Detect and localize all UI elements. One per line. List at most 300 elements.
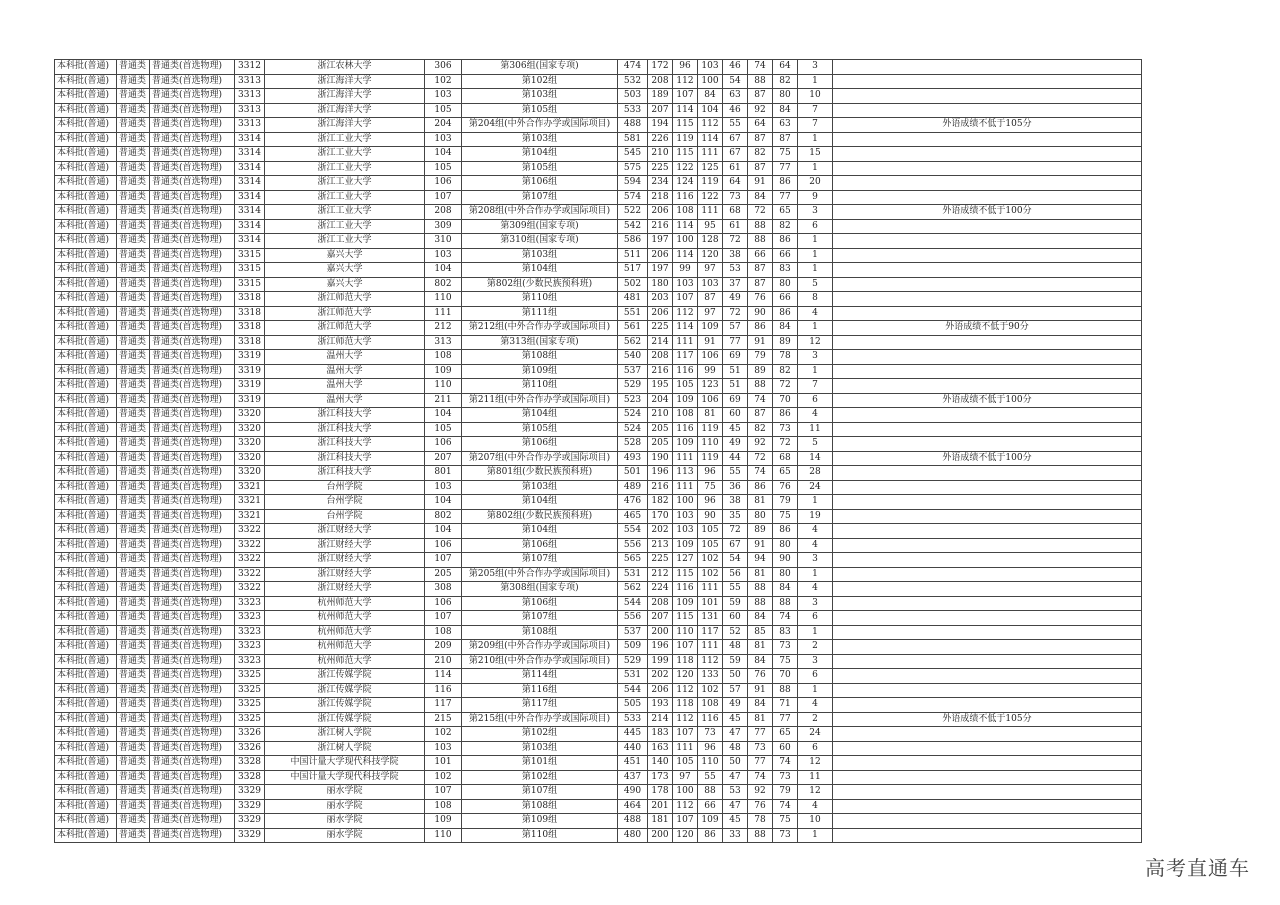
cell-type: 普通类 [117, 364, 150, 379]
cell-subject: 普通类(首选物理) [150, 669, 235, 684]
cell-plan: 561 [618, 321, 648, 336]
cell-batch: 本科批(普通) [55, 727, 117, 742]
cell-plan: 574 [618, 190, 648, 205]
cell-count: 10 [798, 814, 833, 829]
cell-avg: 111 [698, 582, 723, 597]
cell-group-code: 104 [425, 408, 462, 423]
cell-c1: 45 [723, 712, 748, 727]
cell-count: 20 [798, 176, 833, 191]
cell-type: 普通类 [117, 292, 150, 307]
cell-count: 4 [798, 698, 833, 713]
cell-c2: 89 [748, 364, 773, 379]
cell-avg: 105 [698, 524, 723, 539]
table-row [55, 132, 1142, 147]
cell-note: 外语成绩不低于90分 [833, 321, 1142, 336]
cell-group-code: 210 [425, 654, 462, 669]
cell-c1: 33 [723, 828, 748, 843]
cell-note [833, 234, 1142, 249]
cell-note [833, 190, 1142, 205]
cell-c2: 87 [748, 161, 773, 176]
cell-batch: 本科批(普通) [55, 509, 117, 524]
cell-group: 第105组 [462, 103, 618, 118]
cell-school: 杭州师范大学 [265, 625, 425, 640]
cell-school-code: 3323 [235, 654, 265, 669]
cell-school: 嘉兴大学 [265, 263, 425, 278]
cell-batch: 本科批(普通) [55, 524, 117, 539]
table-row [55, 814, 1142, 829]
cell-min: 114 [673, 248, 698, 263]
cell-c1: 49 [723, 437, 748, 452]
cell-school: 浙江传媒学院 [265, 712, 425, 727]
cell-c1: 72 [723, 524, 748, 539]
cell-min: 119 [673, 132, 698, 147]
cell-c2: 72 [748, 205, 773, 220]
cell-batch: 本科批(普通) [55, 770, 117, 785]
cell-group-code: 102 [425, 74, 462, 89]
cell-school: 浙江财经大学 [265, 538, 425, 553]
cell-min: 100 [673, 234, 698, 249]
cell-c2: 74 [748, 466, 773, 481]
cell-c2: 72 [748, 451, 773, 466]
cell-c3: 86 [773, 306, 798, 321]
cell-c3: 80 [773, 567, 798, 582]
cell-note [833, 480, 1142, 495]
cell-group: 第103组 [462, 741, 618, 756]
cell-group-code: 308 [425, 582, 462, 597]
cell-school: 浙江海洋大学 [265, 89, 425, 104]
cell-c3: 71 [773, 698, 798, 713]
cell-max: 178 [648, 785, 673, 800]
cell-min: 116 [673, 422, 698, 437]
table-row [55, 234, 1142, 249]
cell-plan: 474 [618, 60, 648, 75]
cell-school: 浙江工业大学 [265, 219, 425, 234]
cell-avg: 101 [698, 596, 723, 611]
cell-subject: 普通类(首选物理) [150, 234, 235, 249]
cell-c3: 75 [773, 654, 798, 669]
cell-note [833, 814, 1142, 829]
cell-school-code: 3313 [235, 74, 265, 89]
cell-plan: 524 [618, 408, 648, 423]
cell-count: 1 [798, 248, 833, 263]
cell-c2: 78 [748, 814, 773, 829]
cell-count: 1 [798, 263, 833, 278]
cell-c3: 84 [773, 582, 798, 597]
cell-note [833, 74, 1142, 89]
cell-count: 4 [798, 799, 833, 814]
cell-subject: 普通类(首选物理) [150, 219, 235, 234]
cell-group-code: 106 [425, 538, 462, 553]
table-row [55, 625, 1142, 640]
cell-note [833, 422, 1142, 437]
cell-c1: 52 [723, 625, 748, 640]
cell-plan: 542 [618, 219, 648, 234]
cell-c1: 48 [723, 741, 748, 756]
cell-c1: 63 [723, 89, 748, 104]
cell-c3: 70 [773, 393, 798, 408]
cell-type: 普通类 [117, 219, 150, 234]
cell-max: 190 [648, 451, 673, 466]
cell-subject: 普通类(首选物理) [150, 451, 235, 466]
cell-count: 7 [798, 379, 833, 394]
cell-school: 嘉兴大学 [265, 277, 425, 292]
cell-avg: 66 [698, 799, 723, 814]
cell-c1: 77 [723, 335, 748, 350]
cell-subject: 普通类(首选物理) [150, 118, 235, 133]
cell-subject: 普通类(首选物理) [150, 712, 235, 727]
cell-subject: 普通类(首选物理) [150, 524, 235, 539]
cell-plan: 488 [618, 814, 648, 829]
cell-c3: 77 [773, 190, 798, 205]
cell-min: 118 [673, 654, 698, 669]
cell-count: 28 [798, 466, 833, 481]
table-row [55, 437, 1142, 452]
cell-type: 普通类 [117, 756, 150, 771]
cell-school-code: 3325 [235, 712, 265, 727]
cell-c2: 92 [748, 103, 773, 118]
cell-type: 普通类 [117, 785, 150, 800]
cell-c1: 36 [723, 480, 748, 495]
cell-type: 普通类 [117, 132, 150, 147]
cell-c2: 74 [748, 770, 773, 785]
cell-batch: 本科批(普通) [55, 611, 117, 626]
cell-group: 第108组 [462, 799, 618, 814]
cell-batch: 本科批(普通) [55, 219, 117, 234]
cell-type: 普通类 [117, 582, 150, 597]
cell-batch: 本科批(普通) [55, 205, 117, 220]
cell-school-code: 3329 [235, 814, 265, 829]
cell-school-code: 3313 [235, 89, 265, 104]
cell-c2: 89 [748, 524, 773, 539]
cell-batch: 本科批(普通) [55, 393, 117, 408]
cell-c3: 77 [773, 712, 798, 727]
cell-count: 12 [798, 756, 833, 771]
cell-school-code: 3322 [235, 538, 265, 553]
cell-batch: 本科批(普通) [55, 248, 117, 263]
cell-group-code: 107 [425, 611, 462, 626]
cell-batch: 本科批(普通) [55, 161, 117, 176]
cell-c3: 60 [773, 741, 798, 756]
cell-school-code: 3322 [235, 582, 265, 597]
cell-max: 194 [648, 118, 673, 133]
cell-school: 丽水学院 [265, 814, 425, 829]
cell-group-code: 108 [425, 350, 462, 365]
cell-group-code: 310 [425, 234, 462, 249]
cell-min: 107 [673, 814, 698, 829]
cell-avg: 106 [698, 350, 723, 365]
cell-note [833, 408, 1142, 423]
cell-min: 105 [673, 379, 698, 394]
cell-batch: 本科批(普通) [55, 263, 117, 278]
cell-type: 普通类 [117, 422, 150, 437]
cell-subject: 普通类(首选物理) [150, 422, 235, 437]
cell-group: 第105组 [462, 161, 618, 176]
cell-group: 第210组(中外合作办学或国际项目) [462, 654, 618, 669]
cell-group-code: 103 [425, 741, 462, 756]
cell-c2: 66 [748, 248, 773, 263]
cell-group-code: 107 [425, 553, 462, 568]
cell-note [833, 495, 1142, 510]
cell-min: 107 [673, 727, 698, 742]
cell-avg: 110 [698, 437, 723, 452]
cell-c3: 84 [773, 103, 798, 118]
cell-subject: 普通类(首选物理) [150, 640, 235, 655]
cell-avg: 131 [698, 611, 723, 626]
cell-subject: 普通类(首选物理) [150, 176, 235, 191]
cell-max: 214 [648, 335, 673, 350]
cell-group: 第107组 [462, 553, 618, 568]
cell-group-code: 117 [425, 698, 462, 713]
cell-min: 107 [673, 292, 698, 307]
cell-group-code: 107 [425, 190, 462, 205]
cell-max: 225 [648, 161, 673, 176]
cell-plan: 540 [618, 350, 648, 365]
cell-min: 112 [673, 712, 698, 727]
table-row [55, 205, 1142, 220]
cell-min: 108 [673, 205, 698, 220]
cell-school-code: 3329 [235, 799, 265, 814]
cell-count: 1 [798, 683, 833, 698]
cell-plan: 523 [618, 393, 648, 408]
cell-type: 普通类 [117, 727, 150, 742]
cell-note [833, 176, 1142, 191]
cell-c2: 90 [748, 306, 773, 321]
cell-batch: 本科批(普通) [55, 379, 117, 394]
cell-max: 201 [648, 799, 673, 814]
cell-min: 103 [673, 524, 698, 539]
cell-c1: 53 [723, 785, 748, 800]
cell-type: 普通类 [117, 466, 150, 481]
cell-school-code: 3323 [235, 625, 265, 640]
table-row [55, 364, 1142, 379]
cell-c3: 74 [773, 756, 798, 771]
cell-c2: 82 [748, 422, 773, 437]
cell-school: 浙江农林大学 [265, 60, 425, 75]
cell-subject: 普通类(首选物理) [150, 509, 235, 524]
cell-c3: 74 [773, 611, 798, 626]
cell-group-code: 204 [425, 118, 462, 133]
cell-batch: 本科批(普通) [55, 234, 117, 249]
cell-min: 96 [673, 60, 698, 75]
cell-school: 丽水学院 [265, 799, 425, 814]
cell-c3: 72 [773, 379, 798, 394]
cell-c1: 61 [723, 219, 748, 234]
cell-batch: 本科批(普通) [55, 60, 117, 75]
cell-min: 118 [673, 698, 698, 713]
cell-note [833, 306, 1142, 321]
cell-batch: 本科批(普通) [55, 683, 117, 698]
cell-c2: 81 [748, 567, 773, 582]
cell-group: 第105组 [462, 422, 618, 437]
cell-avg: 86 [698, 828, 723, 843]
cell-c3: 70 [773, 669, 798, 684]
cell-max: 197 [648, 234, 673, 249]
cell-school: 浙江树人学院 [265, 727, 425, 742]
cell-school-code: 3314 [235, 147, 265, 162]
cell-group-code: 105 [425, 422, 462, 437]
cell-c3: 87 [773, 132, 798, 147]
cell-max: 197 [648, 263, 673, 278]
cell-note [833, 596, 1142, 611]
cell-note [833, 741, 1142, 756]
cell-group-code: 114 [425, 669, 462, 684]
cell-count: 9 [798, 190, 833, 205]
cell-c2: 84 [748, 190, 773, 205]
cell-plan: 551 [618, 306, 648, 321]
cell-min: 108 [673, 408, 698, 423]
cell-note [833, 364, 1142, 379]
cell-c3: 73 [773, 422, 798, 437]
cell-c1: 55 [723, 582, 748, 597]
cell-c1: 69 [723, 350, 748, 365]
cell-avg: 96 [698, 741, 723, 756]
cell-max: 207 [648, 103, 673, 118]
cell-school: 嘉兴大学 [265, 248, 425, 263]
cell-count: 4 [798, 524, 833, 539]
cell-max: 210 [648, 408, 673, 423]
cell-group-code: 110 [425, 828, 462, 843]
cell-plan: 464 [618, 799, 648, 814]
cell-school-code: 3329 [235, 828, 265, 843]
cell-c3: 82 [773, 74, 798, 89]
cell-min: 109 [673, 437, 698, 452]
cell-c2: 88 [748, 596, 773, 611]
cell-subject: 普通类(首选物理) [150, 408, 235, 423]
cell-school: 浙江财经大学 [265, 553, 425, 568]
cell-school: 温州大学 [265, 393, 425, 408]
cell-note: 外语成绩不低于100分 [833, 451, 1142, 466]
cell-c1: 37 [723, 277, 748, 292]
cell-school-code: 3315 [235, 263, 265, 278]
cell-avg: 81 [698, 408, 723, 423]
cell-avg: 102 [698, 553, 723, 568]
cell-min: 107 [673, 640, 698, 655]
cell-note [833, 553, 1142, 568]
cell-c2: 91 [748, 335, 773, 350]
cell-type: 普通类 [117, 408, 150, 423]
table-row [55, 669, 1142, 684]
cell-count: 12 [798, 785, 833, 800]
cell-group-code: 215 [425, 712, 462, 727]
cell-avg: 73 [698, 727, 723, 742]
cell-plan: 502 [618, 277, 648, 292]
cell-school: 台州学院 [265, 495, 425, 510]
cell-c2: 87 [748, 89, 773, 104]
cell-count: 4 [798, 582, 833, 597]
cell-school: 浙江工业大学 [265, 161, 425, 176]
cell-subject: 普通类(首选物理) [150, 277, 235, 292]
cell-group-code: 102 [425, 727, 462, 742]
cell-subject: 普通类(首选物理) [150, 60, 235, 75]
cell-group: 第207组(中外合作办学或国际项目) [462, 451, 618, 466]
cell-c3: 86 [773, 234, 798, 249]
cell-c3: 82 [773, 219, 798, 234]
cell-min: 100 [673, 785, 698, 800]
cell-c3: 77 [773, 161, 798, 176]
cell-c2: 80 [748, 509, 773, 524]
cell-school: 杭州师范大学 [265, 611, 425, 626]
cell-note [833, 161, 1142, 176]
cell-c2: 88 [748, 219, 773, 234]
cell-group-code: 306 [425, 60, 462, 75]
cell-school: 浙江海洋大学 [265, 103, 425, 118]
cell-school-code: 3314 [235, 219, 265, 234]
cell-batch: 本科批(普通) [55, 176, 117, 191]
brand-watermark: 高考直通车 [1145, 856, 1250, 880]
cell-school: 浙江财经大学 [265, 582, 425, 597]
cell-c1: 49 [723, 698, 748, 713]
cell-group: 第104组 [462, 524, 618, 539]
cell-group-code: 101 [425, 756, 462, 771]
cell-batch: 本科批(普通) [55, 698, 117, 713]
cell-count: 3 [798, 596, 833, 611]
cell-group-code: 110 [425, 292, 462, 307]
cell-max: 207 [648, 611, 673, 626]
cell-subject: 普通类(首选物理) [150, 393, 235, 408]
table-row [55, 567, 1142, 582]
cell-count: 2 [798, 712, 833, 727]
table-row [55, 306, 1142, 321]
cell-group: 第802组(少数民族预科班) [462, 277, 618, 292]
cell-subject: 普通类(首选物理) [150, 611, 235, 626]
cell-type: 普通类 [117, 509, 150, 524]
cell-subject: 普通类(首选物理) [150, 741, 235, 756]
cell-school-code: 3325 [235, 698, 265, 713]
cell-max: 200 [648, 828, 673, 843]
cell-batch: 本科批(普通) [55, 741, 117, 756]
cell-group-code: 105 [425, 161, 462, 176]
cell-group-code: 105 [425, 103, 462, 118]
cell-subject: 普通类(首选物理) [150, 567, 235, 582]
cell-count: 15 [798, 147, 833, 162]
cell-school: 丽水学院 [265, 785, 425, 800]
cell-subject: 普通类(首选物理) [150, 190, 235, 205]
cell-note [833, 828, 1142, 843]
cell-note [833, 132, 1142, 147]
cell-c1: 38 [723, 248, 748, 263]
cell-school-code: 3319 [235, 364, 265, 379]
cell-c3: 84 [773, 321, 798, 336]
cell-school: 浙江传媒学院 [265, 698, 425, 713]
cell-type: 普通类 [117, 103, 150, 118]
cell-avg: 106 [698, 393, 723, 408]
cell-min: 111 [673, 335, 698, 350]
cell-plan: 501 [618, 466, 648, 481]
cell-group: 第109组 [462, 364, 618, 379]
cell-school: 浙江科技大学 [265, 422, 425, 437]
cell-c1: 72 [723, 306, 748, 321]
cell-c3: 80 [773, 89, 798, 104]
cell-type: 普通类 [117, 596, 150, 611]
cell-c3: 88 [773, 683, 798, 698]
cell-count: 6 [798, 741, 833, 756]
cell-note [833, 567, 1142, 582]
cell-c1: 72 [723, 234, 748, 249]
cell-avg: 111 [698, 205, 723, 220]
cell-c3: 65 [773, 205, 798, 220]
cell-avg: 102 [698, 567, 723, 582]
cell-type: 普通类 [117, 669, 150, 684]
cell-c1: 47 [723, 727, 748, 742]
cell-c3: 83 [773, 625, 798, 640]
cell-c1: 35 [723, 509, 748, 524]
cell-c2: 79 [748, 350, 773, 365]
cell-type: 普通类 [117, 118, 150, 133]
cell-max: 210 [648, 147, 673, 162]
table-body [55, 60, 1142, 843]
cell-count: 1 [798, 74, 833, 89]
cell-group-code: 208 [425, 205, 462, 220]
